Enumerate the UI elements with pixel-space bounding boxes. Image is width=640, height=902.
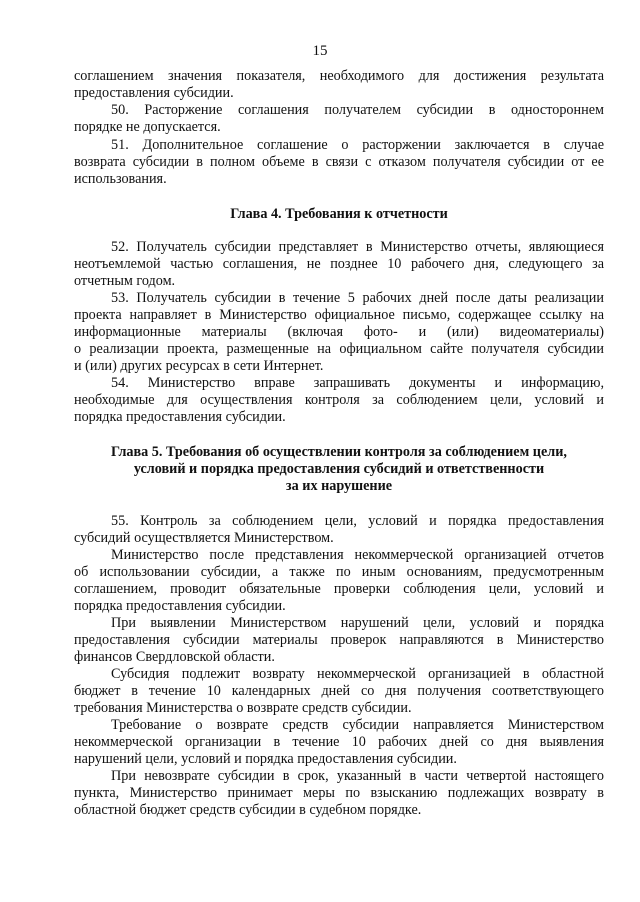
text-line: нарушений цели, условий и порядка предоставления субсидии. <box>74 751 457 767</box>
text-line: При невозврате субсидии в срок, указанный в части четвертой настоящего <box>111 768 604 784</box>
text-line: возврата субсидии в полном объеме в связи с отказом получателя субсидии от ее <box>74 154 604 170</box>
text-line: 54. Министерство вправе запрашивать документы и информацию, <box>111 375 604 391</box>
text-line: 50. Расторжение соглашения получателем субсидии в одностороннем <box>111 102 604 118</box>
text-line: соглашением значения показателя, необходимого для достижения результата <box>74 68 604 84</box>
text-line: необходимые для осуществления контроля за соблюдением цели, условий и <box>74 392 604 408</box>
text-line: 52. Получатель субсидии представляет в Министерство отчеты, являющиеся <box>111 239 604 255</box>
text-line: Министерство после представления некоммерческой организацией отчетов <box>111 547 604 563</box>
text-line: бюджет в течение 10 календарных дней со дня получения соответствующего <box>74 683 604 699</box>
text-line: о реализации проекта, размещенные на официальном сайте получателя субсидии <box>74 341 604 357</box>
text-line: 53. Получатель субсидии в течение 5 рабочих дней после даты реализации <box>111 290 604 306</box>
text-line: требования Министерства о возврате средств субсидии. <box>74 700 412 716</box>
text-line: При выявлении Министерством нарушений цели, условий и порядка <box>111 615 604 631</box>
text-line: некоммерческой организации в течение 10 рабочих дней со дня выявления <box>74 734 604 750</box>
text-line: порядке не допускается. <box>74 119 221 135</box>
text-line: 51. Дополнительное соглашение о расторжении заключается в случае <box>111 137 604 153</box>
text-line: предоставления субсидии материалы проверок направляются в Министерство <box>74 632 604 648</box>
text-line: 55. Контроль за соблюдением цели, условий и порядка предоставления <box>111 513 604 529</box>
text-line: использования. <box>74 171 167 187</box>
text-line: об использовании субсидии, а также по иным основаниям, предусмотренным <box>74 564 604 580</box>
chapter-heading: условий и порядка предоставления субсидий и ответственности <box>133 461 545 477</box>
text-line: Требование о возврате средств субсидии направляется Министерством <box>111 717 604 733</box>
text-line: субсидий осуществляется Министерством. <box>74 530 334 546</box>
text-line: Субсидия подлежит возврату некоммерческой организацией в областной <box>111 666 604 682</box>
text-line: финансов Свердловской области. <box>74 649 275 665</box>
text-line: и (или) других ресурсах в сети Интернет. <box>74 358 324 374</box>
text-line: областной бюджет средств субсидии в судебном порядке. <box>74 802 422 818</box>
chapter-heading: Глава 5. Требования об осуществлении контроля за соблюдением цели, <box>111 444 567 460</box>
chapter-heading: Глава 4. Требования к отчетности <box>230 206 448 222</box>
text-line: информационные материалы (включая фото- и (или) видеоматериалы) <box>74 324 604 340</box>
text-line: пункта, Министерство принимает меры по взысканию подлежащих возврату в <box>74 785 604 801</box>
text-line: порядка предоставления субсидии. <box>74 598 286 614</box>
text-line: соглашением, проводит обязательные проверки соблюдения цели, условий и <box>74 581 604 597</box>
text-line: порядка предоставления субсидии. <box>74 409 286 425</box>
text-line: неотъемлемой частью соглашения, не позднее 10 рабочего дня, следующего за <box>74 256 604 272</box>
text-line: проекта направляет в Министерство официальное письмо, содержащее ссылку на <box>74 307 604 323</box>
text-line: отчетным годом. <box>74 273 176 289</box>
chapter-heading: за их нарушение <box>285 478 393 494</box>
text-line: предоставления субсидии. <box>74 85 234 101</box>
page-number: 15 <box>312 43 328 59</box>
